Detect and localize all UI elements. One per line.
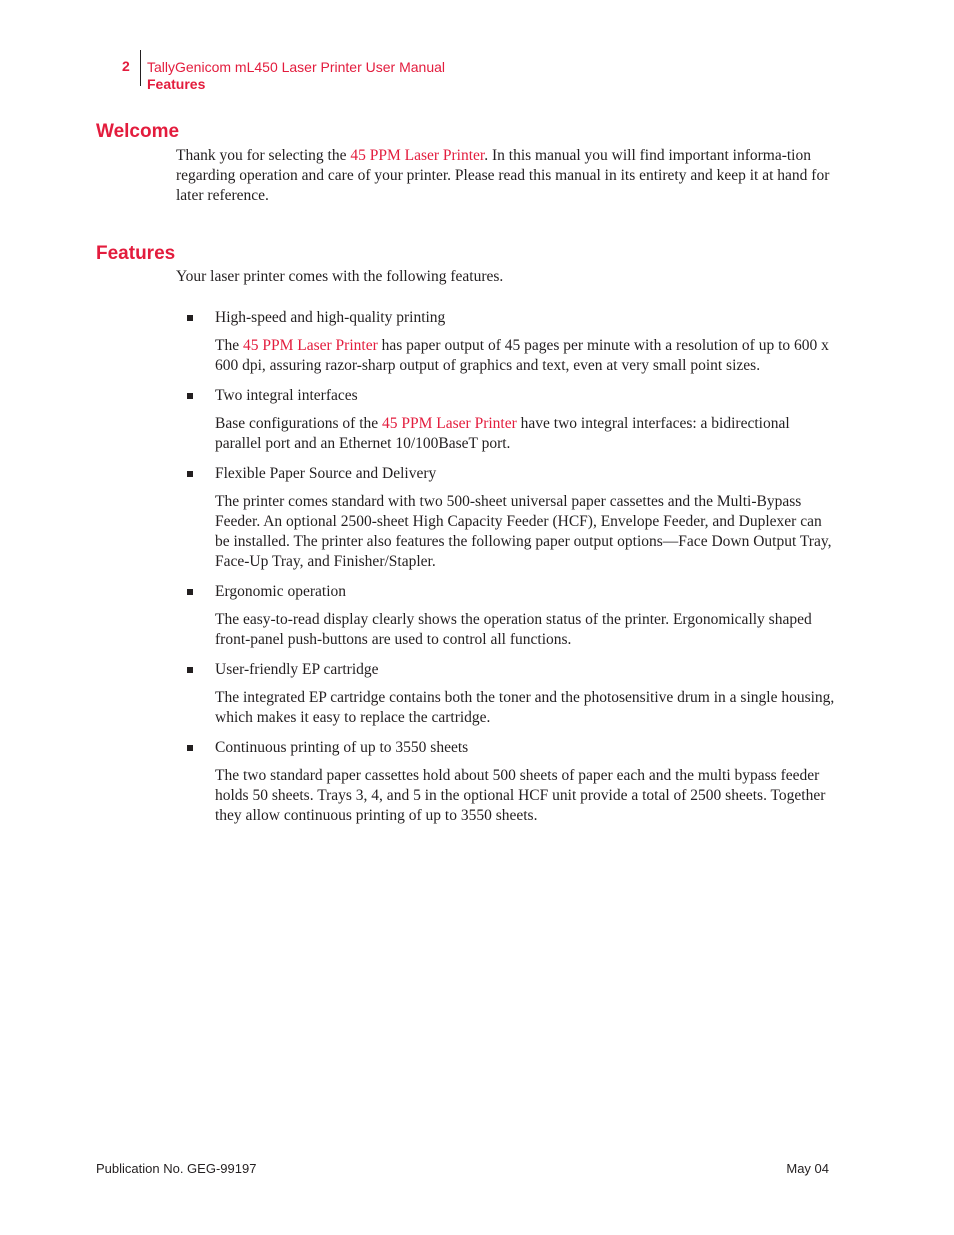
- feature-item: [186, 386, 836, 454]
- feature-item: [186, 738, 836, 826]
- feature-description: [215, 688, 836, 728]
- section-name: Features: [147, 76, 206, 92]
- feature-desc-text: Base configurations of the: [215, 415, 383, 432]
- feature-item: [186, 464, 836, 572]
- manual-title: TallyGenicom mL450 Laser Printer User Manual: [147, 59, 446, 75]
- feature-title: Ergonomic operation: [215, 583, 347, 600]
- square-bullet-icon: [187, 471, 193, 477]
- feature-title: Flexible Paper Source and Delivery: [215, 465, 437, 482]
- feature-title: High-speed and high-quality printing: [215, 309, 446, 326]
- printer-link[interactable]: 45 PPM Laser Printer: [382, 415, 517, 432]
- feature-description: [215, 492, 836, 572]
- square-bullet-icon: [187, 393, 193, 399]
- features-intro: Your laser printer comes with the following features.: [176, 268, 504, 285]
- feature-desc-text: has paper output of 45 pages per minute with a resolution of up to 600 x 600 dpi, assuring razor-sharp output of graphics and text, even at very small point sizes.: [215, 337, 829, 374]
- square-bullet-icon: [187, 667, 193, 673]
- welcome-text-start: Thank you for selecting the: [176, 147, 351, 164]
- square-bullet-icon: [187, 745, 193, 751]
- header-divider: [140, 50, 141, 86]
- feature-list: [186, 308, 836, 836]
- square-bullet-icon: [187, 315, 193, 321]
- page-number: 2: [122, 58, 130, 74]
- feature-title: User-friendly EP cartridge: [215, 661, 379, 678]
- feature-desc-text: The easy-to-read display clearly shows the operation status of the printer. Ergonomically shaped front-panel push-buttons are used to control all functions.: [215, 611, 812, 648]
- welcome-heading: Welcome: [96, 121, 180, 142]
- feature-desc-text: have two integral interfaces: a bidirectional parallel port and an Ethernet 10/100BaseT port.: [215, 415, 790, 452]
- printer-link[interactable]: 45 PPM Laser Printer: [242, 337, 378, 354]
- feature-desc-text: The two standard paper cassettes hold about 500 sheets of paper each and the multi bypass feeder holds 50 sheets. Trays 3, 4, and 5 in the optional HCF unit provide a total of 2500 sheets. Together they allow continuous printing of up to 3550 sheets.: [215, 767, 826, 824]
- welcome-text-end: . In this manual you will find important informa-tion regarding operation and care of your printer. Please read this manual in its entirety and keep it at hand for later reference.: [176, 147, 830, 204]
- feature-desc-text: The: [215, 337, 243, 354]
- feature-title: Continuous printing of up to 3550 sheets: [215, 739, 469, 756]
- feature-desc-text: The integrated EP cartridge contains both the toner and the photosensitive drum in a single housing, which makes it easy to replace the cartridge.: [215, 689, 835, 726]
- feature-description: [215, 610, 836, 650]
- welcome-paragraph: [176, 146, 832, 206]
- publication-number: Publication No. GEG-99197: [96, 1161, 257, 1176]
- feature-description: [215, 414, 836, 454]
- feature-description: [215, 766, 836, 826]
- feature-item: [186, 582, 836, 650]
- feature-item: [186, 660, 836, 728]
- printer-link[interactable]: 45 PPM Laser Printer: [350, 147, 485, 164]
- feature-item: [186, 308, 836, 376]
- publication-date: May 04: [786, 1161, 829, 1176]
- square-bullet-icon: [187, 589, 193, 595]
- feature-desc-text: The printer comes standard with two 500-sheet universal paper cassettes and the Multi-Bypass Feeder. An optional 2500-sheet High Capacity Feeder (HCF), Envelope Feeder, and Duplexer can be installed. The printer also features the following paper output options—Face Down Output Tray, Face-Up Tray, and Finisher/Stapler.: [215, 493, 832, 570]
- feature-title: Two integral interfaces: [215, 387, 358, 404]
- features-heading: Features: [96, 243, 176, 264]
- feature-description: [215, 336, 836, 376]
